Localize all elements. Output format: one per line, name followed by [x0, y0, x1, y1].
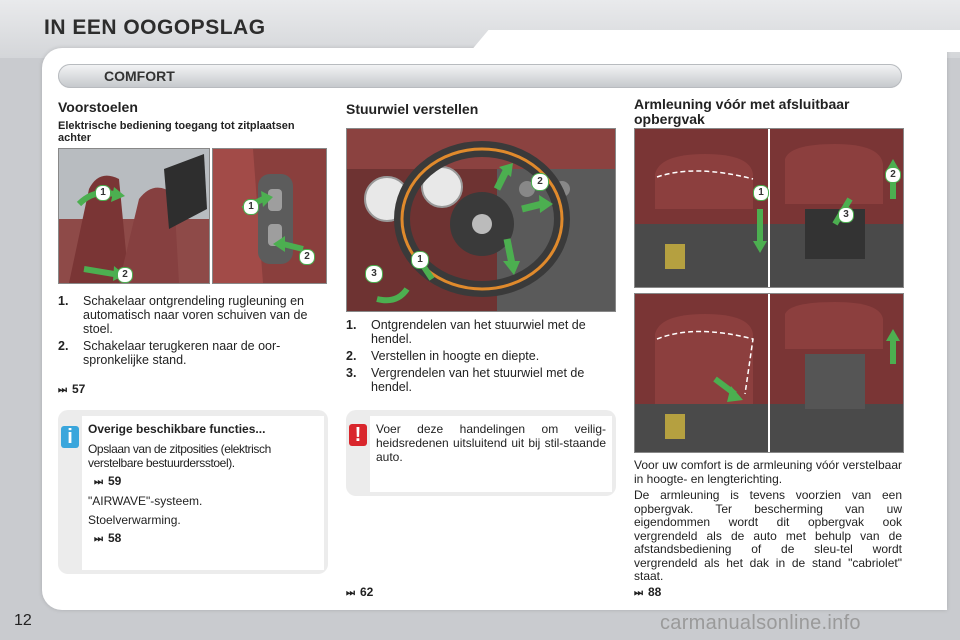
step-text: Schakelaar terugkeren naar de oor-spronkelijke stand. [83, 339, 281, 367]
step-item [58, 294, 326, 336]
callout-1: 1 [95, 185, 111, 201]
ref-page[interactable]: 88 [648, 585, 662, 599]
page-number: 12 [14, 612, 32, 629]
page-title: IN EEN OOGOPSLAG [44, 16, 266, 39]
info-text-3: Stoelverwarming. [88, 513, 181, 527]
ref-arrow-icon: ⏭ [634, 588, 643, 599]
warning-text: Voer deze handelingen om veilig-heidsredenen uitsluitend uit bij stil-staande auto. [376, 422, 606, 464]
info-ref-2 [88, 531, 320, 547]
step-text: Verstellen in hoogte en diepte. [371, 349, 540, 363]
section-title: COMFORT [104, 68, 175, 84]
ref-arrow-icon: ⏭ [58, 385, 67, 396]
ref-page[interactable]: 59 [108, 474, 122, 488]
callout-1: 1 [411, 251, 429, 269]
front-seats-title: Voorstoelen [58, 99, 138, 115]
warning-box [346, 410, 616, 496]
steering-photo [346, 128, 616, 312]
info-title: Overige beschikbare functies... [88, 422, 266, 436]
watermark: carmanualsonline.info [660, 612, 861, 634]
step-item [346, 366, 616, 394]
step-number: 1. [58, 294, 69, 308]
steering-ref [346, 585, 373, 599]
section-bar [58, 64, 902, 88]
step-item [346, 318, 616, 346]
ref-arrow-icon: ⏭ [94, 534, 103, 545]
ref-page[interactable]: 58 [108, 531, 122, 545]
seat-photo-right [212, 148, 327, 284]
callout-2: 2 [885, 167, 901, 183]
step-text: Ontgrendelen van het stuurwiel met de hendel. [371, 318, 586, 346]
steering-title: Stuurwiel verstellen [346, 101, 479, 117]
callout-2: 2 [531, 173, 549, 191]
armrest-ref [634, 585, 661, 599]
step-item [346, 349, 616, 363]
warning-box-body [370, 416, 612, 492]
step-number: 2. [346, 349, 357, 363]
ref-page[interactable]: 62 [360, 585, 374, 599]
armrest-title: Armleuning vóór met afsluitbaar opbergvak [634, 96, 850, 127]
ref-arrow-icon: ⏭ [94, 477, 103, 488]
step-item [58, 339, 326, 367]
callout-2: 2 [117, 267, 133, 283]
callout-3: 3 [838, 207, 854, 223]
armrest-text-2: De armleuning is tevens voorzien van een opbergvak. Ter bescherming van uw eigendommen wordt dit opbergvak ook vergrendeld als de auto met behulp van de afstandsbediening of de sleu-tel wordt vergrendeld als het dak in de stand "cabriolet" staat. [634, 488, 902, 583]
ref-page[interactable]: 57 [72, 382, 86, 396]
info-icon: i [61, 426, 79, 448]
armrest-text-1: Voor uw comfort is de armleuning vóór verstelbaar in hoogte- en lengterichting. [634, 458, 902, 486]
front-seats-ref [58, 382, 85, 396]
armrest-photo-bottom [634, 293, 904, 453]
step-number: 1. [346, 318, 357, 332]
panel-notch [470, 30, 960, 52]
front-seats-subtitle: Elektrische bediening toegang tot zitplaatsen achter [58, 120, 295, 144]
info-ref-1 [88, 474, 320, 490]
info-box [58, 410, 328, 574]
info-box-content [88, 422, 320, 547]
steering-steps [346, 318, 616, 397]
ref-arrow-icon: ⏭ [346, 588, 355, 599]
info-box-body [82, 416, 324, 570]
callout-2: 2 [299, 249, 315, 265]
step-text: Schakelaar ontgrendeling rugleuning en automatisch naar voren schuiven van de stoel. [83, 294, 308, 336]
info-text-2: "AIRWAVE"-systeem. [88, 494, 203, 508]
callout-3: 3 [365, 265, 383, 283]
callout-1: 1 [243, 199, 259, 215]
step-number: 2. [58, 339, 69, 353]
warning-icon: ! [349, 424, 367, 446]
callout-1: 1 [753, 185, 769, 201]
info-text-1: Opslaan van de zitposities (elektrisch verstelbare bestuurdersstoel). [88, 442, 271, 470]
armrest-photo-top [634, 128, 904, 288]
step-text: Vergrendelen van het stuurwiel met de hendel. [371, 366, 585, 394]
front-seats-steps [58, 294, 326, 370]
step-number: 3. [346, 366, 357, 380]
seat-photo-left [58, 148, 210, 284]
